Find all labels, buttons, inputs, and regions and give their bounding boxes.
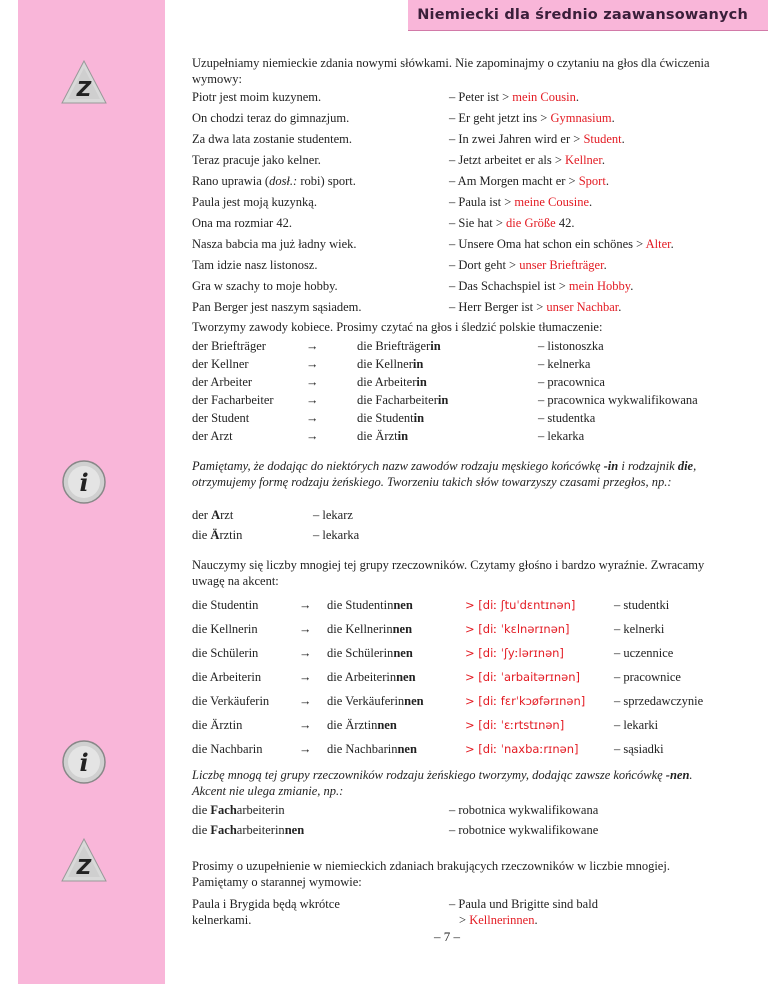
- profession-row: der Briefträger → die Briefträgerin – listonoszka: [192, 339, 604, 353]
- page-number: – 7 –: [434, 929, 460, 944]
- info1-note: Pamiętamy, że dodając do niektórych nazw zawodów rodzaju męskiego końcówkę -in i rodzajnik die, otrzymujemy formę rodzaju żeńskiego. Tworzeniu takich słów towarzyszy czasami przegłos, np.:: [192, 459, 697, 489]
- arrow-icon: →: [299, 742, 312, 756]
- info-i-icon: [60, 738, 108, 786]
- exercise-z-icon: [60, 58, 108, 106]
- sentence-row: Tam idzie nasz listonosz. – Dort geht > unser Briefträger.: [192, 258, 607, 272]
- arrow-icon: →: [306, 339, 319, 353]
- arrow-icon: →: [306, 411, 319, 425]
- arrow-icon: →: [306, 429, 319, 443]
- section1-instruction: Uzupełniamy niemieckie zdania nowymi słówkami. Nie zapominajmy o czytaniu na głos dla ćwiczenia wymowy:: [192, 56, 710, 86]
- profession-row: der Kellner → die Kellnerin – kelnerka: [192, 357, 591, 371]
- sentence-row: Gra w szachy to moje hobby. – Das Schachspiel ist > mein Hobby.: [192, 279, 634, 293]
- umlaut-example-row: die Ärztin – lekarka: [192, 528, 360, 542]
- arrow-icon: →: [299, 646, 312, 660]
- plural-row: die Studentin → die Studentinnen > [diː ʃtuˈdɛntɪnən] – studentki: [192, 598, 670, 612]
- sentence-row: Piotr jest moim kuzynem. – Peter ist > mein Cousin.: [192, 90, 579, 104]
- header-banner: [408, 0, 768, 31]
- section4-de-sentence: – Paula und Brigitte sind bald > Kellnerinnen.: [449, 897, 598, 927]
- sentence-row: On chodzi teraz do gimnazjum. – Er geht jetzt ins > Gymnasium.: [192, 111, 615, 125]
- section3-instruction: Nauczymy się liczby mnogiej tej grupy rzeczowników. Czytamy głośno i bardzo wyraźnie. Zwracamy uwagę na akcent:: [192, 558, 705, 588]
- svg-text:Z: Z: [76, 855, 92, 879]
- arrow-icon: →: [299, 670, 312, 684]
- exercise-z-icon: [60, 836, 108, 884]
- profession-row: der Arbeiter → die Arbeiterin – pracownica: [192, 375, 605, 389]
- arrow-icon: →: [306, 357, 319, 371]
- arrow-icon: →: [299, 622, 312, 636]
- info2-note: Liczbę mnogą tej grupy rzeczowników rodzaju żeńskiego tworzymy, dodając zawsze końcówkę -nen. Akcent nie ulega zmianie, np.:: [192, 768, 693, 798]
- z-letter: Z: [76, 77, 92, 101]
- arrow-icon: →: [306, 393, 319, 407]
- header-title: Niemiecki dla średnio zaawansowanych: [417, 7, 748, 23]
- sentence-row: Paula jest moją kuzynką. – Paula ist > meine Cousine.: [192, 195, 593, 209]
- plural-row: die Arbeiterin → die Arbeiterinnen > [diː ˈarbaitərɪnən] – pracownice: [192, 670, 681, 684]
- arrow-icon: →: [299, 598, 312, 612]
- plural-row: die Ärztin → die Ärztinnen > [diː ˈɛːrtstɪnən] – lekarki: [192, 718, 659, 732]
- sentence-row: Ona ma rozmiar 42. – Sie hat > die Größe 42.: [192, 216, 575, 230]
- section2-instruction: Tworzymy zawody kobiece. Prosimy czytać na głos i śledzić polskie tłumaczenie:: [192, 320, 603, 334]
- profession-row: der Arzt → die Ärztin – lekarka: [192, 429, 585, 443]
- sentence-row: Pan Berger jest naszym sąsiadem. – Herr Berger ist > unser Nachbar.: [192, 300, 622, 314]
- umlaut-example-row: der Arzt – lekarz: [192, 508, 353, 522]
- arrow-icon: →: [306, 375, 319, 389]
- plural-row: die Kellnerin → die Kellnerinnen > [diː ˈkɛlnərɪnən] – kelnerki: [192, 622, 665, 636]
- arrow-icon: →: [299, 718, 312, 732]
- plural-row: die Verkäuferin → die Verkäuferinnen > [diː fɛrˈkɔøfərɪnən] – sprzedawczynie: [192, 694, 704, 708]
- arrow-icon: →: [299, 694, 312, 708]
- sentence-row: Teraz pracuje jako kelner. – Jetzt arbeitet er als > Kellner.: [192, 153, 605, 167]
- svg-text:i: i: [79, 748, 89, 777]
- info-i-icon: [60, 458, 108, 506]
- sentence-row: Rano uprawia (dosł.: robi) sport. – Am Morgen macht er > Sport.: [192, 174, 609, 188]
- nen-example-row: die Facharbeiterinnen – robotnice wykwalifikowane: [192, 823, 599, 837]
- sentence-row: Za dwa lata zostanie studentem. – In zwei Jahren wird er > Student.: [192, 132, 625, 146]
- section4-instruction: Prosimy o uzupełnienie w niemieckich zdaniach brakujących rzeczowników w liczbie mnogiej. Pamiętamy o starannej wymowie:: [192, 859, 670, 889]
- svg-text:i: i: [79, 468, 89, 497]
- nen-example-row: die Facharbeiterin – robotnica wykwalifikowana: [192, 803, 599, 817]
- sentence-row: Nasza babcia ma już ładny wiek. – Unsere Oma hat schon ein schönes > Alter.: [192, 237, 674, 251]
- plural-row: die Nachbarin → die Nachbarinnen > [diː ˈnaxbaːrɪnən] – sąsiadki: [192, 742, 664, 756]
- plural-row: die Schülerin → die Schülerinnen > [diː ˈʃyːlərɪnən] – uczennice: [192, 646, 674, 660]
- section4-pl-sentence: Paula i Brygida będą wkrótce kelnerkami.: [192, 897, 340, 927]
- profession-row: der Student → die Studentin – studentka: [192, 411, 596, 425]
- profession-row: der Facharbeiter → die Facharbeiterin – pracownica wykwalifikowana: [192, 393, 698, 407]
